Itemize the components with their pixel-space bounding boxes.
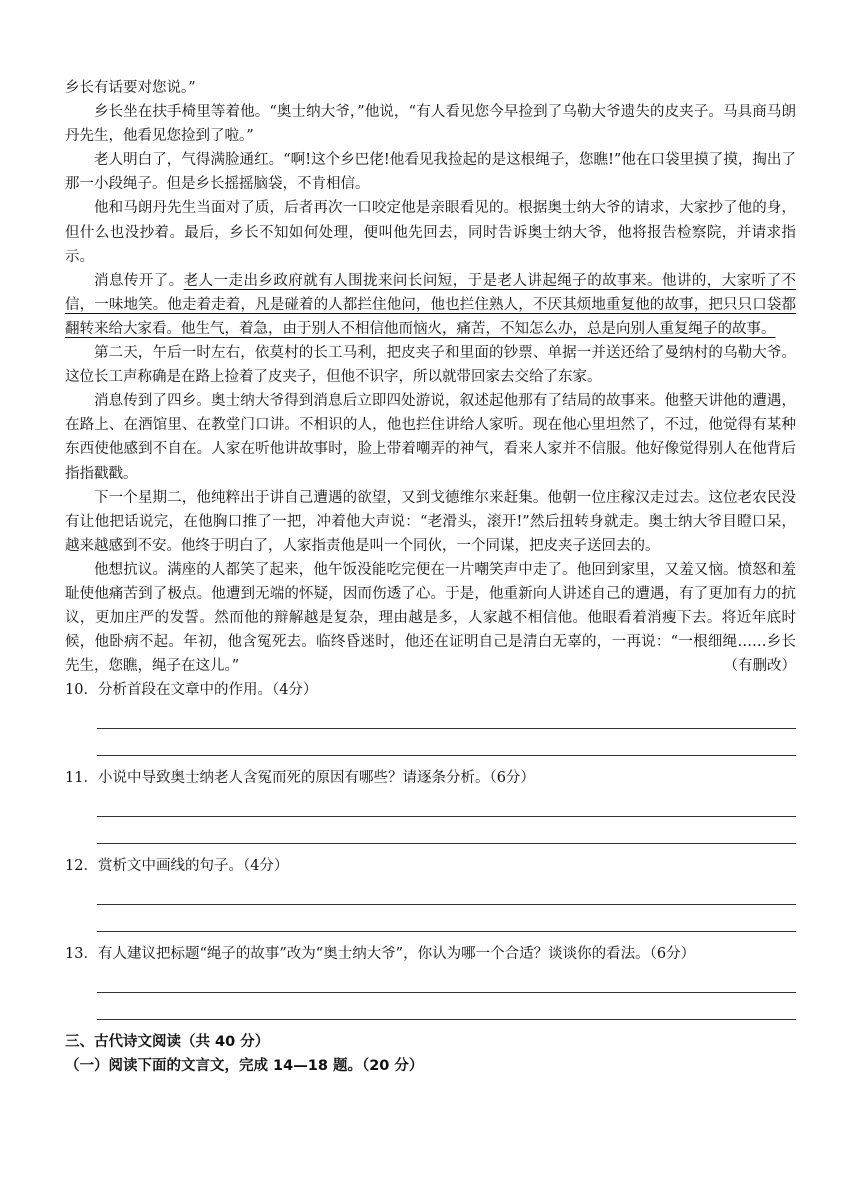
exam-page: [65, 76, 796, 1078]
question-13: [65, 942, 796, 1020]
section-title: 三、古代诗文阅读（共 40 分）: [65, 1034, 270, 1051]
answer-line[interactable]: [97, 817, 796, 844]
edit-credit: （有删改）: [723, 658, 796, 675]
question-12: [65, 854, 796, 932]
answer-line[interactable]: [97, 966, 796, 993]
passage-paragraph: 老人明白了，气得满脸通红。“啊!这个乡巴佬!他看见我捡起的是这根绳子，您瞧!”他在口袋里摸了摸，掏出了那一小段绳子。但是乡长摇摇脑袋，不肯相信。: [65, 152, 796, 193]
answer-line[interactable]: [97, 790, 796, 817]
question-10: [65, 678, 796, 756]
answer-line[interactable]: [97, 905, 796, 932]
passage-paragraph: 乡长有话要对您说。”: [65, 80, 196, 96]
question-text: 13．有人建议把标题“绳子的故事”改为“奥士纳大爷”，你认为哪一个合适？谈谈你的看法。（6分）: [65, 946, 696, 963]
section-subtitle: （一）阅读下面的文言文，完成 14—18 题。（20 分）: [65, 1058, 424, 1075]
underlined-paragraph: [65, 269, 796, 341]
passage-last-paragraph: [65, 558, 796, 678]
question-11: [65, 766, 796, 844]
question-text: 11．小说中导致奥士纳老人含冤而死的原因有哪些？请逐条分析。（6分）: [65, 770, 535, 787]
section-header: [65, 1030, 796, 1078]
passage-paragraph: 第二天，午后一时左右，依莫村的长工马利，把皮夹子和里面的钞票、单据一并送还给了曼纳村的乌勒大爷。这位长工声称确是在路上捡着了皮夹子，但他不识字，所以就带回家去交给了东家。: [65, 345, 796, 386]
underlined-sentence: 老人一走出乡政府就有人围拢来问长问短，于是老人讲起绳子的故事来。他讲的，大家听了不信，一味地笑。他走着走着，凡是碰着的人都拦住他问，他也拦住熟人，不厌其烦地重复他的故事，把只只口袋都翻转来给大家看。他生气，着急，由于别人不相信他而恼火，痛苦，不知怎么办，总是向别人重复绳子的故事。: [65, 272, 797, 337]
question-list: [65, 678, 796, 1020]
passage-paragraph: 消息传到了四乡。奥士纳大爷得到消息后立即四处游说，叙述起他那有了结局的故事来。他整天讲他的遭遇，在路上、在酒馆里、在教堂门口讲。不相识的人，他也拦住讲给人家听。现在他心里坦然了，不过，他觉得有某种东西使他感到不自在。人家在听他讲故事时，脸上带着嘲弄的神气，看来人家并不信服。他好像觉得别人在他背后指指戳戳。: [65, 393, 796, 482]
paragraph-lead: 消息传开了。: [94, 272, 184, 289]
question-text: 10．分析首段在文章中的作用。（4分）: [65, 682, 318, 699]
answer-line[interactable]: [97, 878, 796, 905]
answer-line[interactable]: [97, 993, 796, 1020]
story-passage: [65, 76, 796, 678]
passage-paragraph: 乡长坐在扶手椅里等着他。“奥士纳大爷，”他说，“有人看见您今早捡到了乌勒大爷遗失的皮夹子。马具商马朗丹先生，他看见您捡到了啦。”: [65, 104, 796, 145]
passage-paragraph-text: 他想抗议。满座的人都笑了起来，他午饭没能吃完便在一片嘲笑声中走了。他回到家里，又羞又恼。愤怒和羞耻使他痛苦到了极点。他遭到无端的怀疑，因而伤透了心。于是，他重新向人讲述自己的遭遇，有了更加有力的抗议，更加庄严的发誓。然而他的辩解越是复杂，理由越是多，人家越不相信他。他眼看着消瘦下去。将近年底时候，他卧病不起。年初，他含冤死去。临终昏迷时，他还在证明自己是清白无辜的，一再说：“一根细绳……乡长先生，您瞧，绳子在这儿。”: [65, 561, 796, 675]
passage-paragraph: 他和马朗丹先生当面对了质，后者再次一口咬定他是亲眼看见的。根据奥士纳大爷的请求，大家抄了他的身，但什么也没抄着。最后，乡长不知如何处理，便叫他先回去，同时告诉奥士纳大爷，他将报告检察院，并请求指示。: [65, 200, 796, 265]
answer-line[interactable]: [97, 729, 796, 756]
answer-line[interactable]: [97, 702, 796, 729]
question-text: 12．赏析文中画线的句子。（4分）: [65, 858, 289, 875]
passage-paragraph: 下一个星期二，他纯粹出于讲自己遭遇的欲望，又到戈德维尔来赶集。他朝一位庄稼汉走过去。这位老农民没有让他把话说完，在他胸口推了一把，冲着他大声说：“老滑头，滚开!”然后扭转身就走。奥士纳大爷目瞪口呆，越来越感到不安。他终于明白了，人家指责他是叫一个同伙，一个同谋，把皮夹子送回去的。: [65, 489, 796, 554]
